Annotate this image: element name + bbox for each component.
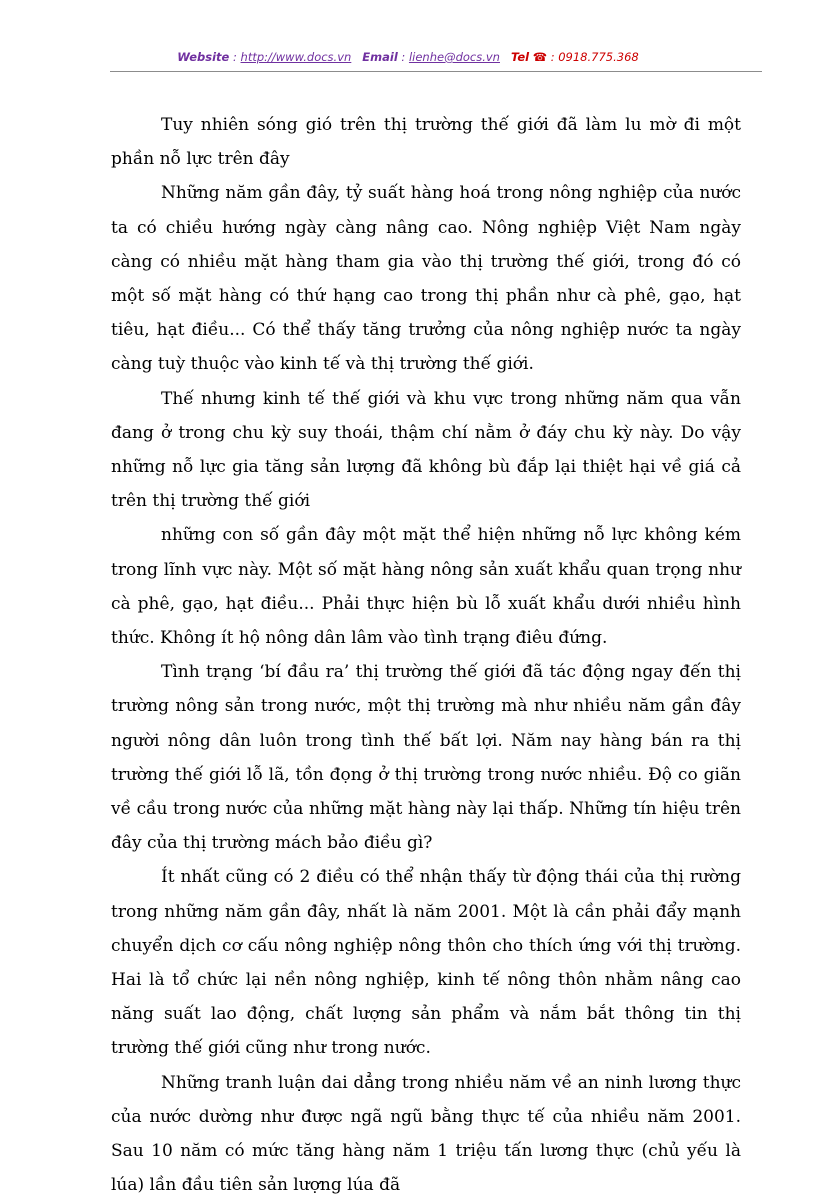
- paragraph: Những năm gần đây, tỷ suất hàng hoá trong nông nghiệp của nước ta có chiều hướng ngày càng nâng cao. Nông nghiệp Việt Nam ngày càng có nhiều mặt hàng tham gia vào thị trường thế giới, trong đó có một số mặt hàng có thứ hạng cao trong thị phần như cà phê, gạo, hạt tiêu, hạt điều... Có thể thấy tăng trưởng của nông nghiệp nước ta ngày càng tuỳ thuộc vào kinh tế và thị trường thế giới.: [111, 183, 741, 375]
- paragraph: Những tranh luận dai dẳng trong nhiều năm về an ninh lương thực của nước dường như được ngã ngũ bằng thực tế của nhiều năm 2001. Sau 10 năm có mức tăng hàng năm 1 triệu tấn lương thực (chủ yếu là lúa) lần đầu tiên sản lượng lúa đã: [111, 1072, 741, 1196]
- tel-separator: :: [550, 50, 559, 64]
- email-separator: :: [401, 50, 409, 64]
- email-label: Email: [362, 50, 398, 64]
- paragraph: Ít nhất cũng có 2 điều có thể nhận thấy từ động thái của thị rường trong những năm gần đây, nhất là năm 2001. Một là cần phải đẩy mạnh chuyển dịch cơ cấu nông nghiệp nông thôn cho thích ứng với thị trường. Hai là tổ chức lại nền nông nghiệp, kinh tế nông thôn nhằm nâng cao năng suất lao động, chất lượng sản phẩm và nắm bắt thông tin thị trường thế giới cũng như trong nước.: [111, 867, 741, 1059]
- header-divider: [110, 71, 762, 72]
- website-separator: :: [233, 50, 241, 64]
- document-body: [111, 108, 741, 1203]
- phone-number: 0918.775.368: [558, 50, 639, 64]
- website-link[interactable]: http://www.docs.vn: [240, 50, 352, 64]
- paragraph: Thế nhưng kinh tế thế giới và khu vực trong những năm qua vẫn đang ở trong chu kỳ suy thoái, thậm chí nằm ở đáy chu kỳ này. Do vậy những nỗ lực gia tăng sản lượng đã không bù đắp lại thiệt hại về giá cả trên thị trường thế giới: [111, 388, 741, 512]
- page-header: [0, 50, 816, 64]
- website-label: Website: [177, 50, 230, 64]
- paragraph: Tình trạng ‘bí đầu ra’ thị trường thế giới đã tác động ngay đến thị trường nông sản trong nước, một thị trường mà như nhiều năm gần đây người nông dân luôn trong tình thế bất lợi. Năm nay hàng bán ra thị trường thế giới lỗ lã, tồn đọng ở thị trường trong nước nhiều. Độ co giãn về cầu trong nước của những mặt hàng này lại thấp. Những tín hiệu trên đây của thị trường mách bảo điều gì?: [111, 662, 741, 854]
- phone-icon: ☎: [532, 50, 548, 64]
- tel-label: Tel: [510, 50, 530, 64]
- paragraph: những con số gần đây một mặt thể hiện những nỗ lực không kém trong lĩnh vực này. Một số mặt hàng nông sản xuất khẩu quan trọng như cà phê, gạo, hạt điều... Phải thực hiện bù lỗ xuất khẩu dưới nhiều hình thức. Không ít hộ nông dân lâm vào tình trạng điêu đứng.: [111, 525, 741, 649]
- email-link[interactable]: lienhe@docs.vn: [408, 50, 500, 64]
- paragraph: Tuy nhiên sóng gió trên thị trường thế giới đã làm lu mờ đi một phần nỗ lực trên đây: [111, 115, 741, 170]
